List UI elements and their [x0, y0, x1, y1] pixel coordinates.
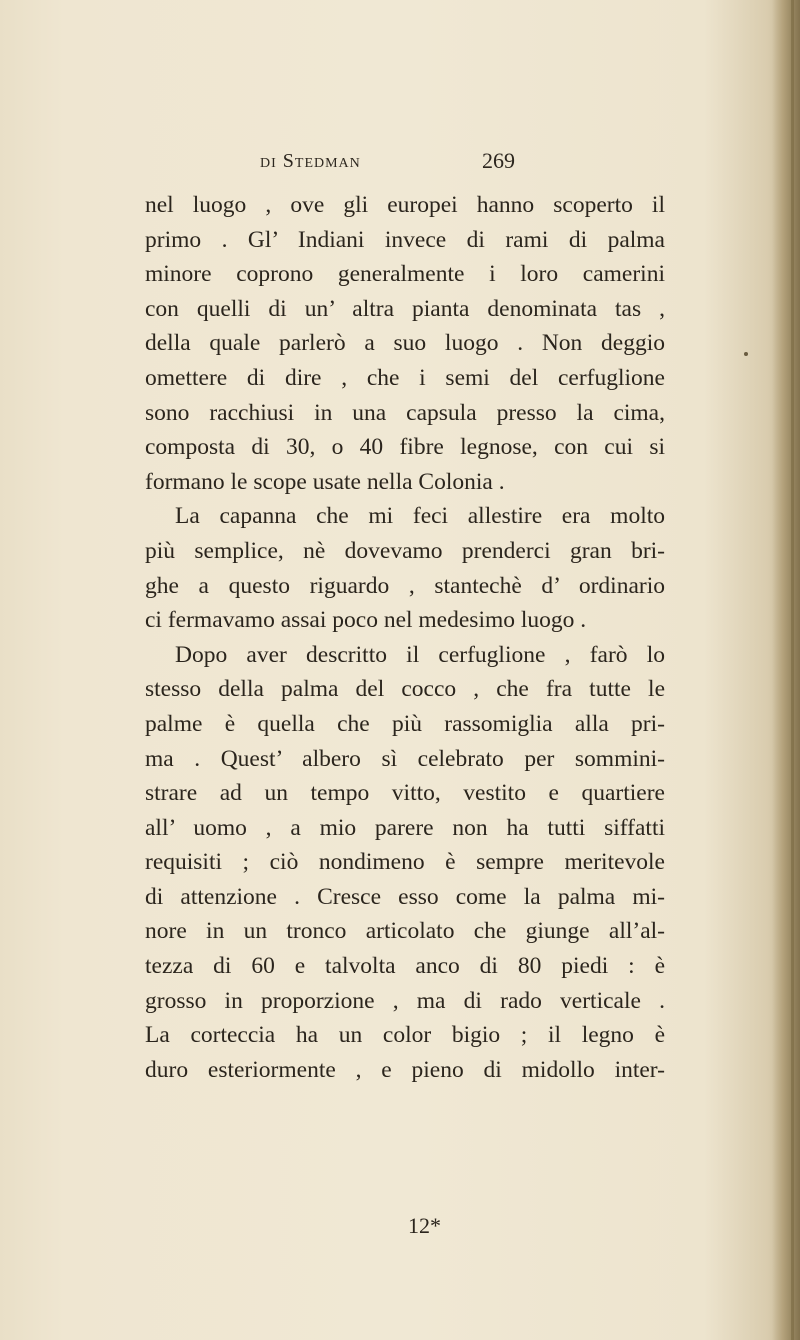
text-line: grosso in proporzione , ma di rado verticale .	[145, 987, 665, 1014]
text-line: primo . Gl’ Indiani invece di rami di palma	[145, 226, 665, 253]
text-line: composta di 30, o 40 fibre legnose, con cui si	[145, 434, 665, 461]
text-line: ma . Quest’ albero sì celebrato per sommini-	[145, 745, 665, 772]
text-line: ghe a questo riguardo , stantechè d’ ordinario	[145, 572, 665, 599]
text-line: minore coprono generalmente i loro camerini	[145, 261, 665, 288]
text-line: requisiti ; ciò nondimeno è sempre meritevole	[145, 849, 665, 876]
text-line: della quale parlerò a suo luogo . Non deggio	[145, 330, 665, 357]
text-line: La corteccia ha un color bigio ; il legno è	[145, 1022, 665, 1049]
running-title: di Stedman	[260, 150, 361, 172]
text-line: nel luogo , ove gli europei hanno scoperto il	[145, 192, 665, 218]
page-edge-strip	[791, 0, 794, 1340]
body-text	[145, 188, 665, 1087]
text-line: stesso della palma del cocco , che fra tutte le	[145, 676, 665, 703]
text-line: La capanna che mi feci allestire era molto	[175, 503, 665, 530]
text-line: di attenzione . Cresce esso come la palma mi-	[145, 883, 665, 910]
text-line: palme è quella che più rassomiglia alla pri-	[145, 710, 665, 737]
text-line: ci fermavamo assai poco nel medesimo luogo .	[145, 607, 587, 634]
text-line: con quelli di un’ altra pianta denominata tas ,	[145, 295, 665, 322]
page-number: 269	[482, 148, 515, 173]
text-line: nore in un tronco articolato che giunge all’al-	[145, 918, 665, 945]
text-line: tezza di 60 e talvolta anco di 80 piedi : è	[145, 953, 665, 980]
text-line: Dopo aver descritto il cerfuglione , farò lo	[175, 641, 665, 668]
text-line: all’ uomo , a mio parere non ha tutti siffatti	[145, 814, 665, 841]
signature-mark: 12*	[408, 1213, 441, 1238]
text-line: duro esteriormente , e pieno di midollo inter-	[145, 1056, 665, 1083]
running-header	[200, 150, 670, 178]
text-line: omettere di dire , che i semi del cerfuglione	[145, 364, 665, 391]
text-line: più semplice, nè dovevamo prenderci gran bri-	[145, 537, 665, 564]
ink-speck	[744, 352, 748, 356]
text-line: formano le scope usate nella Colonia .	[145, 468, 505, 495]
page-edge-shadow	[772, 0, 800, 1340]
text-line: strare ad un tempo vitto, vestito e quartiere	[145, 780, 665, 807]
text-line: sono racchiusi in una capsula presso la cima,	[145, 399, 665, 426]
